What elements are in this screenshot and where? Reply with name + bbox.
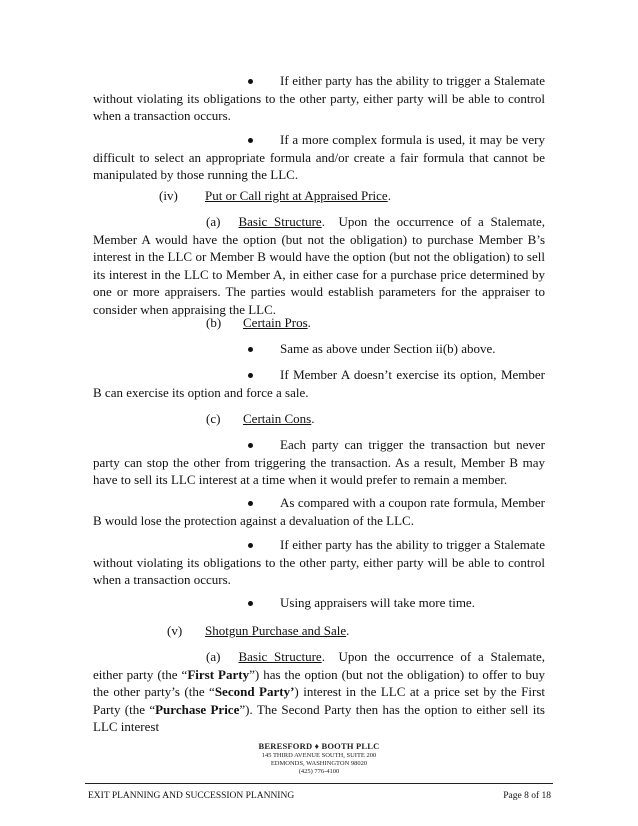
bullet-icon: [248, 501, 253, 506]
footer-document-title: EXIT PLANNING AND SUCCESSION PLANNING: [88, 791, 295, 801]
section-iv-b-label: (b): [206, 315, 222, 330]
section-iv-c-label: (c): [206, 411, 221, 426]
footer-address-line-1: 145 THIRD AVENUE SOUTH, SUITE 200: [261, 752, 377, 759]
section-iv-b-heading: Certain Pros.: [243, 315, 311, 330]
bullet-icon: [248, 443, 253, 448]
section-iv-c-heading: Certain Cons.: [243, 411, 315, 426]
bullet-paragraph-stalemate-control-2: If either party has the ability to trigger a Stalemate without violating its obligations to the other party, either party will be able to control when a transaction occurs.: [93, 537, 545, 587]
bullet-paragraph-complex-formula: If a more complex formula is used, it may be very difficult to select an appropriate formula and/or create a fair formula that cannot be manipulated by those running the LLC.: [93, 132, 545, 182]
bullet-paragraph-stalemate-control: If either party has the ability to trigger a Stalemate without violating its obligations to the other party, either party will be able to control when a transaction occurs.: [93, 73, 545, 123]
section-v-a-paragraph: (a) Basic Structure. Upon the occurrence of a Stalemate, either party (the “First Party”) has the option (but not the obligation) to offer to buy the other party’s (the “Second Party’) interest in the LLC at a price set by the First Party (the “Purchase Price”). The Second Party then has the option to either sell its LLC interest: [93, 649, 545, 734]
bullet-icon: [248, 373, 253, 378]
bullet-icon: [248, 79, 253, 84]
bullet-icon: [248, 601, 253, 606]
section-v-number: (v): [167, 623, 183, 638]
bullet-icon: [248, 543, 253, 548]
footer-phone: (425) 776-4100: [298, 768, 340, 775]
bullet-icon: [248, 347, 253, 352]
section-iv-number: (iv): [159, 188, 178, 203]
bullet-paragraph-same-as-above: Same as above under Section ii(b) above.: [93, 340, 545, 358]
footer-address-line-2: EDMONDS, WASHINGTON 98020: [270, 760, 368, 767]
bullet-paragraph-coupon-rate: As compared with a coupon rate formula, Member B would lose the protection against a devaluation of the LLC.: [93, 495, 545, 528]
bullet-paragraph-appraisers-time: Using appraisers will take more time.: [93, 594, 545, 612]
bullet-paragraph-member-b-option: If Member A doesn’t exercise its option, Member B can exercise its option and force a sale.: [93, 367, 545, 400]
footer-divider: [85, 783, 553, 784]
bullet-paragraph-trigger-transaction: Each party can trigger the transaction but never party can stop the other from triggering the transaction. As a result, Member B may have to sell its LLC interest at a time when it would prefer to remain a member.: [93, 437, 545, 487]
footer-firm-name: BERESFORD ♦ BOOTH PLLC: [258, 741, 380, 751]
section-iv-a-paragraph: (a) Basic Structure. Upon the occurrence of a Stalemate, Member A would have the option (but not the obligation) to purchase Member B’s interest in the LLC or Member B would have the option (but not the obligation) to sell its interest in the LLC to Member A, in either case for a purchase price determined by one or more appraisers. The parties would establish parameters for the appraiser to consider when appraising the LLC.: [93, 214, 545, 317]
footer-page-number: Page 8 of 18: [503, 791, 551, 801]
bullet-icon: [248, 138, 253, 143]
section-iv-heading: Put or Call right at Appraised Price.: [205, 188, 391, 203]
section-v-heading: Shotgun Purchase and Sale.: [205, 623, 350, 638]
